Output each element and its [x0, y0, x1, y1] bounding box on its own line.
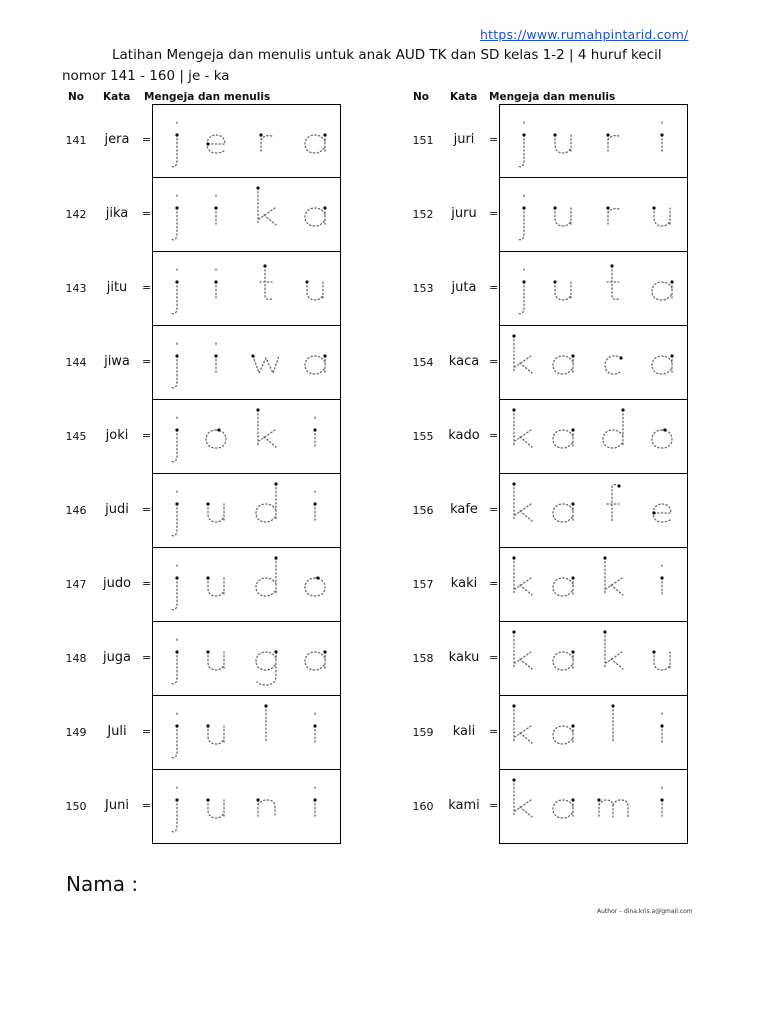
trace-letter-j: [518, 195, 526, 240]
row-number: 147: [65, 578, 87, 591]
exercise-row: [408, 104, 708, 178]
row-number: 153: [412, 282, 434, 295]
trace-letter-d: [256, 482, 278, 522]
equals-sign: =: [142, 281, 152, 294]
tracing-letters: [500, 696, 687, 768]
trace-letter-i: [313, 491, 316, 521]
row-number: 154: [412, 356, 434, 369]
trace-letter-u: [206, 798, 224, 818]
tracing-box[interactable]: [499, 252, 688, 326]
tracing-letters: [153, 622, 340, 694]
equals-sign: =: [142, 651, 152, 664]
trace-letter-j: [171, 565, 179, 610]
row-word: kali: [452, 724, 476, 739]
trace-letter-r: [606, 133, 619, 152]
trace-letter-k: [512, 408, 532, 447]
trace-letter-o: [305, 576, 325, 596]
exercise-row: [408, 400, 708, 474]
exercise-row: [408, 770, 708, 844]
trace-letter-l: [264, 704, 267, 743]
tracing-letters: [500, 178, 687, 250]
tracing-letters: [153, 400, 340, 472]
trace-letter-g: [256, 650, 278, 685]
trace-letter-k: [512, 704, 532, 743]
equals-sign: =: [489, 725, 499, 738]
trace-letter-k: [256, 186, 276, 225]
trace-letter-u: [553, 280, 571, 300]
equals-sign: =: [489, 503, 499, 516]
exercise-row: [61, 548, 361, 622]
row-word: joki: [105, 428, 129, 443]
tracing-box[interactable]: [499, 326, 688, 400]
exercise-row: [408, 548, 708, 622]
trace-letter-u: [553, 206, 571, 226]
trace-letter-a: [305, 206, 327, 226]
trace-letter-a: [305, 133, 327, 153]
equals-sign: =: [489, 799, 499, 812]
tracing-letters: [500, 474, 687, 546]
exercise-row: [61, 696, 361, 770]
tracing-letters: [500, 548, 687, 620]
trace-letter-i: [214, 195, 217, 225]
row-number: 148: [65, 652, 87, 665]
row-number: 142: [65, 208, 87, 221]
row-number: 146: [65, 504, 87, 517]
row-word: kaca: [448, 354, 480, 369]
trace-letter-k: [603, 556, 623, 595]
trace-letter-w: [251, 354, 279, 373]
trace-letter-d: [603, 408, 625, 448]
trace-letter-a: [652, 354, 674, 374]
exercise-row: [61, 400, 361, 474]
equals-sign: =: [142, 725, 152, 738]
tracing-letters: [500, 770, 687, 842]
row-word: Juli: [107, 724, 127, 739]
trace-letter-f: [607, 484, 621, 521]
website-url[interactable]: https://www.rumahpintarid.com/: [480, 27, 689, 42]
row-word: kaku: [448, 650, 480, 665]
trace-letter-u: [206, 502, 224, 522]
trace-letter-i: [660, 713, 663, 743]
trace-letter-k: [512, 778, 532, 817]
trace-letter-o: [206, 428, 226, 448]
trace-letter-i: [660, 122, 663, 152]
equals-sign: =: [489, 355, 499, 368]
row-word: kaki: [450, 576, 478, 591]
worksheet-title: Latihan Mengeja dan menulis untuk anak AUD TK dan SD kelas 1-2 | 4 huruf kecil: [112, 47, 662, 63]
trace-letter-l: [611, 704, 614, 743]
tracing-letters: [153, 178, 340, 250]
equals-sign: =: [142, 207, 152, 220]
trace-letter-a: [553, 576, 575, 596]
exercise-row: [61, 104, 361, 178]
trace-letter-t: [607, 264, 619, 299]
trace-letter-m: [597, 798, 628, 817]
row-number: 149: [65, 726, 87, 739]
trace-letter-d: [256, 556, 278, 596]
row-word: kafe: [450, 502, 478, 517]
trace-letter-i: [313, 713, 316, 743]
trace-letter-k: [512, 482, 532, 521]
trace-letter-e: [652, 504, 671, 522]
trace-letter-t: [260, 264, 272, 299]
name-label: Nama :: [66, 872, 139, 896]
trace-letter-u: [305, 280, 323, 300]
tracing-letters: [153, 548, 340, 620]
row-word: jika: [105, 206, 129, 221]
row-word: kami: [448, 798, 480, 813]
tracing-letters: [153, 770, 340, 842]
exercise-row: [61, 326, 361, 400]
row-number: 158: [412, 652, 434, 665]
trace-letter-k: [512, 334, 532, 373]
equals-sign: =: [489, 281, 499, 294]
tracing-box[interactable]: [499, 400, 688, 474]
trace-letter-u: [206, 576, 224, 596]
trace-letter-r: [259, 133, 272, 152]
row-word: juga: [102, 650, 132, 665]
tracing-letters: [500, 105, 687, 177]
trace-letter-u: [206, 724, 224, 744]
tracing-box[interactable]: [499, 548, 688, 622]
row-number: 144: [65, 356, 87, 369]
exercise-row: [61, 622, 361, 696]
tracing-box[interactable]: [499, 474, 688, 548]
row-number: 145: [65, 430, 87, 443]
row-number: 150: [65, 800, 87, 813]
tracing-box[interactable]: [152, 104, 341, 178]
row-number: 156: [412, 504, 434, 517]
trace-letter-i: [660, 565, 663, 595]
row-number: 155: [412, 430, 434, 443]
equals-sign: =: [142, 355, 152, 368]
author-credit: Author – dina.kris.a@gmail.com: [597, 908, 693, 915]
worksheet-subtitle: nomor 141 - 160 | je - ka: [62, 68, 230, 84]
equals-sign: =: [489, 577, 499, 590]
trace-letter-a: [553, 798, 575, 818]
tracing-box[interactable]: [152, 770, 341, 844]
col-header-no-left: No: [68, 91, 85, 103]
trace-letter-j: [171, 269, 179, 314]
row-word: juri: [453, 132, 475, 147]
tracing-letters: [500, 622, 687, 694]
trace-letter-j: [171, 713, 179, 758]
trace-letter-a: [553, 428, 575, 448]
trace-letter-j: [171, 343, 179, 388]
trace-letter-k: [603, 630, 623, 669]
row-word: kado: [448, 428, 480, 443]
tracing-box[interactable]: [499, 696, 688, 770]
trace-letter-a: [553, 724, 575, 744]
row-word: judo: [102, 576, 132, 591]
row-number: 152: [412, 208, 434, 221]
row-number: 143: [65, 282, 87, 295]
trace-letter-i: [214, 269, 217, 299]
exercise-row: [408, 326, 708, 400]
trace-letter-a: [652, 280, 674, 300]
tracing-letters: [153, 105, 340, 177]
tracing-box[interactable]: [152, 178, 341, 252]
trace-letter-u: [652, 650, 670, 670]
trace-letter-e: [206, 135, 225, 153]
row-word: Juni: [105, 798, 129, 813]
tracing-box[interactable]: [152, 696, 341, 770]
col-header-kata-left: Kata: [103, 91, 131, 103]
equals-sign: =: [142, 799, 152, 812]
tracing-letters: [500, 326, 687, 398]
tracing-box[interactable]: [152, 326, 341, 400]
row-number: 151: [412, 134, 434, 147]
trace-letter-r: [606, 206, 619, 225]
trace-letter-j: [171, 787, 179, 832]
exercise-row: [408, 696, 708, 770]
trace-letter-i: [660, 787, 663, 817]
tracing-letters: [153, 252, 340, 324]
tracing-box[interactable]: [152, 548, 341, 622]
trace-letter-k: [256, 408, 276, 447]
col-header-no-right: No: [413, 91, 430, 103]
equals-sign: =: [142, 133, 152, 146]
trace-letter-k: [512, 630, 532, 669]
row-word: jera: [104, 132, 130, 147]
equals-sign: =: [489, 133, 499, 146]
row-word: juru: [451, 206, 477, 221]
equals-sign: =: [489, 429, 499, 442]
equals-sign: =: [489, 207, 499, 220]
trace-letter-a: [553, 354, 575, 374]
exercise-row: [61, 252, 361, 326]
exercise-row: [61, 474, 361, 548]
trace-letter-j: [171, 491, 179, 536]
trace-letter-n: [256, 798, 275, 817]
trace-letter-k: [512, 556, 532, 595]
tracing-box[interactable]: [152, 400, 341, 474]
equals-sign: =: [142, 503, 152, 516]
row-number: 141: [65, 134, 87, 147]
col-header-kata-right: Kata: [450, 91, 478, 103]
trace-letter-i: [313, 417, 316, 447]
trace-letter-u: [206, 650, 224, 670]
tracing-box[interactable]: [499, 104, 688, 178]
tracing-box[interactable]: [499, 622, 688, 696]
exercise-row: [408, 178, 708, 252]
tracing-letters: [500, 400, 687, 472]
trace-letter-a: [553, 650, 575, 670]
trace-letter-i: [214, 343, 217, 373]
trace-letter-j: [171, 195, 179, 240]
col-header-mengeja-right: Mengeja dan menulis: [489, 91, 616, 103]
row-word: judi: [105, 502, 129, 517]
tracing-letters: [153, 696, 340, 768]
tracing-box[interactable]: [152, 474, 341, 548]
equals-sign: =: [142, 577, 152, 590]
equals-sign: =: [489, 651, 499, 664]
row-number: 159: [412, 726, 434, 739]
trace-letter-j: [171, 122, 179, 167]
row-number: 160: [412, 800, 434, 813]
trace-letter-u: [652, 206, 670, 226]
trace-letter-j: [171, 417, 179, 462]
trace-letter-i: [313, 787, 316, 817]
tracing-letters: [500, 252, 687, 324]
row-word: juta: [451, 280, 477, 295]
trace-letter-a: [305, 354, 327, 374]
exercise-row: [408, 474, 708, 548]
row-word: jiwa: [104, 354, 130, 369]
trace-letter-j: [518, 122, 526, 167]
trace-letter-j: [518, 269, 526, 314]
equals-sign: =: [142, 429, 152, 442]
exercise-row: [408, 252, 708, 326]
trace-letter-a: [553, 502, 575, 522]
exercise-row: [61, 770, 361, 844]
tracing-box[interactable]: [499, 178, 688, 252]
tracing-box[interactable]: [152, 622, 341, 696]
tracing-box[interactable]: [152, 252, 341, 326]
row-word: jitu: [106, 280, 128, 295]
tracing-letters: [153, 474, 340, 546]
trace-letter-c: [605, 356, 623, 374]
trace-letter-o: [652, 428, 672, 448]
trace-letter-j: [171, 639, 179, 684]
exercise-row: [408, 622, 708, 696]
col-header-mengeja-left: Mengeja dan menulis: [144, 91, 271, 103]
tracing-letters: [153, 326, 340, 398]
row-number: 157: [412, 578, 434, 591]
exercise-row: [61, 178, 361, 252]
trace-letter-u: [553, 133, 571, 153]
tracing-box[interactable]: [499, 770, 688, 844]
trace-letter-a: [305, 650, 327, 670]
